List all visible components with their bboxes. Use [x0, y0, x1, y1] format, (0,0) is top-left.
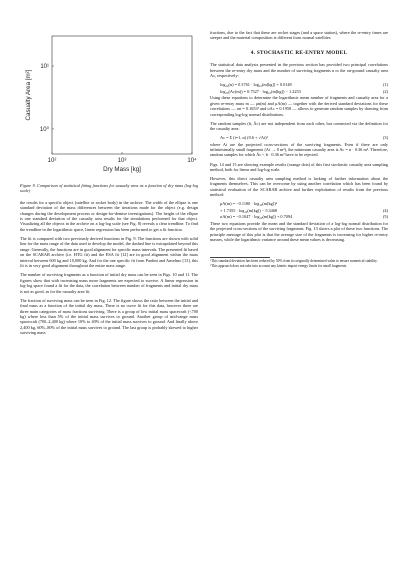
- paragraph: the results for a specific object (satellite or rocket body) in the archive. The width of the ellipse is one standard deviation of the mass differences between the iterations made for the object (e.g. design changes during the development process or design-for-demise investigations). The height of the ellipse is one standard deviation of the casualty area results for the simulations performed for that object. Visualizing all the objects in the archive on a log-log scale (see Fig. 8) reveals a clear trendline. To find the trendline in the logarithmic space, linear regression has been performed to get a fit function.: [20, 199, 198, 232]
- plot-frame: [52, 36, 192, 154]
- equation-4-body: μA(m) = −0.1180 · log₁₀(m[kg])²: [220, 201, 277, 207]
- footnote-1: ¹This standard deviation has been reduced by 50% from its originally determined value to ensure numerical stability.: [210, 258, 378, 263]
- paragraph: These two equations provide the mean and the standard deviation of a log-log normal distribution for the projected cross-sections of the surviving fragments. Fig. 13 shows a plot of these two functions. The principle message of this plot is that the average size of the fragments is increasing for higher re-entry masses, while the logarithmic variance around these mean values is decreasing.: [210, 220, 388, 243]
- x-tick-label: 10⁴: [187, 158, 197, 164]
- equation-3-body: Ac = Σ (i=1..n) (0.6 + √Ai)²: [220, 135, 268, 141]
- paragraph: The random samples (ñ, Ãc) are not independent from each other, but connected via the definition for the casualty area:: [210, 120, 388, 132]
- casualty-area-chart: [20, 30, 198, 180]
- x-tick-label: 10²: [47, 158, 57, 164]
- paragraph: where Ai are the projected cross-sections of the surviving fragments. Even if there are only infinitesimally small fragments (Ai → 0 m²), the minimum casualty area is Ac = n · 0.36 m². Therefore, random samples for which Ãc < ñ · 0.36 m² have to be rejected.: [210, 141, 388, 158]
- paragraph: fractions, due to the fact that these are rocket stages (and a space station), where the re-entry times are steeper and the material composition is different from normal satellites.: [210, 30, 388, 41]
- equation-4-continued: [220, 208, 388, 213]
- equation-4b-body: + 1.7355 · log₁₀(m[kg]) − 5.3468: [220, 207, 278, 213]
- paragraph: The number of surviving fragments as a function of initial dry mass can be seen in Figs. 10 and 11. The figures show that with increasing mass more fragments are expected to survive. A linear regression in log-log space found a fit for the data, the correlation between number of fragments and initial dry mass is not as good, as for the casualty area fit.: [20, 272, 198, 294]
- equation-1-number: (1): [382, 82, 388, 88]
- paragraph: Figs. 14 and 15 are showing example results (orange dots) of this first stochastic casualty area sampling method, both for linear and log-log scale.: [210, 161, 388, 172]
- equation-2-number: (2): [382, 88, 388, 94]
- paragraph: Using these equations to determine the logarithmic mean number of fragments and casualty area for a given re-entry mass m — μn(m) and μA(m) — together with the derived standard deviations for these correlations — σn = 0.1653¹ and σAc = 0.1958 — allows to generate random samples by drawing from corresponding log-log normal distributions.: [210, 95, 388, 117]
- paragraph: The statistical data analysis presented in the previous section has provided two principal correlations between the re-entry dry mass and the number of surviving fragments n or the on-ground casualty area Ac, respectively:: [210, 62, 388, 79]
- x-tick-label: 10³: [117, 158, 127, 164]
- left-column: [20, 30, 198, 339]
- y-tick-label: 10⁰: [39, 126, 49, 133]
- right-column: [210, 30, 388, 269]
- figure-caption: Figure 9. Comparison of statistical fitting functions for casualty area as a function of dry mass (log-log scale): [20, 183, 198, 194]
- y-tick-label: 10¹: [40, 64, 49, 71]
- y-axis-label: Casualty Area [m²]: [25, 69, 32, 121]
- equation-3: [220, 135, 388, 140]
- paragraph: However, this direct casualty area sampling method is lacking of further information about the fragments themselves. This can be overcome by using another correlation which has been found by statistical evaluation of the SCARAB archive and further exploitation of results from the previous method:: [210, 176, 388, 198]
- figure-9: [20, 30, 198, 180]
- paragraph: The fraction of surviving mass can be seen in Fig. 12. The figure shows the ratio between the initial and final mass as a function of the initial dry mass. There is no curve fit for this data, however there are three main categories of mass fractions surviving. There is a group of low initial mass spacecraft (<700 kg) where less than 5% of the initial mass survives to ground. Another group of mid-range mass spacecraft (700–2,400 kg) where 10% to 40% of the initial mass survives to ground. And finally above 2,400 kg, 60%–80% of the initial mass survives to ground. The last group is probably skewed to higher surviving mass: [20, 297, 198, 336]
- footnote-2: ²This approach does not take into account any kinetic impact energy limits for small fragments.: [210, 264, 348, 269]
- x-axis-label: Dry Mass [kg]: [103, 166, 141, 173]
- equation-3-number: (3): [382, 135, 388, 141]
- equation-2-body: log₁₀(Ac(m)) = 0.7527 · log₁₀(m[kg]) − 1.2253: [220, 88, 301, 94]
- equation-2: [220, 89, 388, 94]
- footnote-rule: [210, 257, 270, 258]
- section-heading: 4. STOCHASTIC RE-ENTRY MODEL: [250, 49, 348, 56]
- equation-4b-number: (4): [382, 207, 388, 213]
- equation-1-body: log₁₀(n) = 0.3761 · log₁₀(m[kg]) + 0.0148: [220, 82, 292, 88]
- equation-5: [220, 214, 388, 219]
- equation-5-body: σA(m) = −0.1047 · log₁₀(m[kg]) + 0.7094: [220, 214, 293, 220]
- equation-5-number: (5): [382, 214, 388, 220]
- equation-1: [220, 82, 388, 87]
- chart-axes: [25, 36, 197, 173]
- paragraph: The fit is compared with two previously derived functions in Fig. 9. The functions are shown with solid line for the mass range of the data used to develop the model, the dashed line is extrapolated beyond this range. Generally, the functions are in good alignment for specific mass intervals. The presented fit based on the SCARAB archive (i.e. HTG fit) and the ESA fit [12] are in good alignment within the mass interval between 600 kg and 10,000 kg. And for the one specific fit from Pardini and Anselmo [13], this fit is in very good alignment throughout the entire mass range.: [20, 235, 198, 269]
- equation-4: [220, 201, 388, 206]
